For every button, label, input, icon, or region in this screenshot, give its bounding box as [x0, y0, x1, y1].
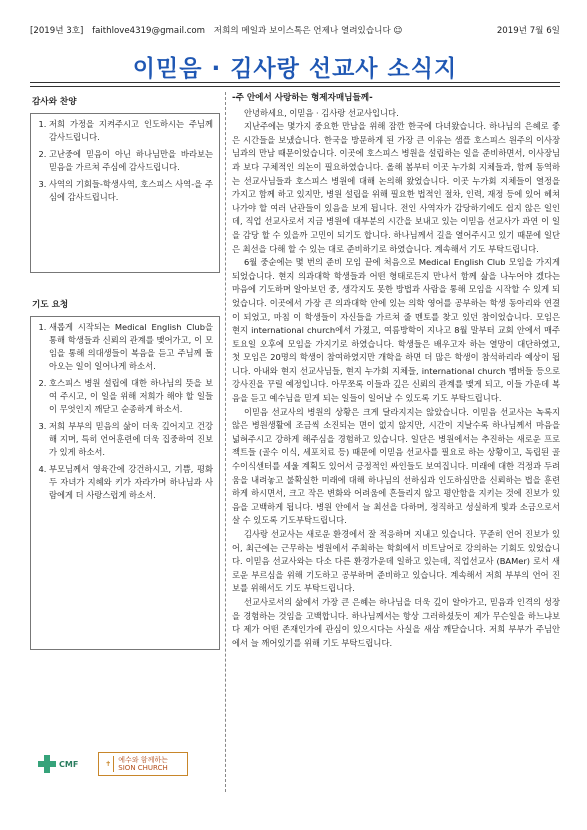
sidebar — [30, 92, 220, 650]
thanks-item: 1. 저희 가정을 지켜주시고 인도하시는 주님께 감사드립니다. — [49, 118, 213, 144]
cmf-logo — [38, 755, 78, 773]
email-address[interactable]: faithlove4319@gmail.com — [92, 26, 206, 36]
column-divider — [225, 92, 226, 792]
prayer-box — [30, 316, 220, 650]
thanks-item: 3. 사역의 기회들-학생사역, 호스피스 사역-을 주심에 감사드립니다. — [49, 178, 213, 204]
thanks-box — [30, 113, 220, 273]
thanks-section-title: 감사와 찬양 — [32, 97, 77, 107]
letter-paragraph: 안녕하세요, 이믿음 · 김사랑 선교사입니다. — [244, 107, 399, 118]
cmf-logo-text: CMF — [59, 759, 79, 769]
letter-paragraph: 지난주에는 몇가지 중요한 만남을 위해 잠깐 한국에 다녀왔습니다. 하나님의 은혜로 좋은 시간들을 보냈습니다. 한국을 방문하게 된 가장 큰 이유는 샘플 호스피스 원주의 이사장님과의 만남 때문이었습니다. 이곳에 호스피스 병원을 설립하는 일을 준비하면서, 이사장님과 보다 구체적인 의논이 필요하였습니다. 올해 봄부터 이곳 누가회 지체들과, 함께 동역하는 선교사님들과 호스피스 병원에 대해 논의해 왔었습니다. 이곳 누가회 지체들이 열정을 가지고 함께 하고 있지만, 병원 설립을 위해 필요한 법적인 절차, 인력, 재정 등에 있어 헤쳐나가야 할 여러 난관들이 있음을 보게 됩니다. 전인 사역자가 감당하기에도 쉽지 않은 일인데, 직업 선교사로서 지금 병원에 대부분의 시간을 보내고 있는 이믿음 선교사가 과연 이 일을 감당 할 수 있을까 고민이 되기도 합니다. 하나님께서 길을 열어주시고 있기 때문에 일단은 최선을 다해 할 수 있는 대로 준비하기로 하였습니다. 계속해서 기도 부탁드립니다. — [232, 121, 560, 254]
letter-paragraph: 6월 중순에는 몇 번의 준비 모임 끝에 처음으로 Medical English Club 모임을 가지게 되었습니다. 현지 의과대학 학생들과 어떤 형태로든지 만나서 함께 삶을 나누어야 겠다는 마음에 기도하며 알아보던 중, 생각지도 못한 방법과 사람을 통해 모임을 시작할 수 있게 되었습니다. 이곳에서 가장 큰 의과대학 안에 있는 의학 영어를 공부하는 학생 동아리와 연결이 되었고, 마침 이 학생들이 자신들을 가르쳐 줄 멘토를 찾고 있던 참이었습니다. 모임은 현지 international church에서 가졌고, 여름방학이 지나고 8월 말부터 교회 안에서 매주 토요일 오후에 모임을 가지기로 하였습니다. 학생들은 배우고자 하는 열망이 대단하였고, 첫 모임은 20명의 학생이 참여하였지만 개학을 하면 더 많은 학생이 참석하리라 예상이 됩니다. 아내와 현지 선교사님들, 현지 누가회 지체들, international church 멤버들 등으로 강사진을 꾸릴 예정입니다. 아무쪼록 이들과 깊은 신뢰의 관계를 맺게 되고, 이들 가운데 복음을 듣고 예수님을 믿게 되는 일들이 일어날 수 있도록 기도 부탁드립니다. — [232, 257, 560, 404]
thanks-item: 2. 고난중에 믿음이 아닌 하나님만을 바라보는 믿음을 가르쳐 주심에 감사드립니다. — [49, 148, 213, 174]
church-cross-icon: ✝ — [103, 756, 114, 772]
logos — [38, 752, 188, 776]
church-logo — [98, 752, 188, 776]
letter-paragraph: 이믿음 선교사의 병원의 상황은 크게 달라지지는 않았습니다. 이믿음 선교사는 녹록지 않은 병원생활에 조금씩 소진되는 면이 없지 않지만, 시간이 지날수록 하나님께서 마음을 넓혀주시고 강하게 해주심을 경험하고 있습니다. 일단은 병원에서는 추진하는 새로운 프로젝트들 (골수 이식, 세포치료 등) 때문에 이믿음 선교사를 필요로 하는 상황이고, 독립된 골수이식센터를 세울 계획도 있어서 긍정적인 싸인들도 보여집니다. 미래에 대한 걱정과 두려움을 내려놓고 불확실한 미래에 대해 하나님의 선하심과 인도하심만을 신뢰하는 법을 훈련하게 하시면서, 크고 작은 변화와 어려움에 흔들리지 않고 평안함을 지키는 것에 진보가 있음을 고백하게 됩니다. 병원 안에서 늘 최선을 다하며, 정직하고 성실하게 빛과 소금으로서 살 수 있도록 기도부탁드립니다. — [232, 406, 560, 526]
header-message: 저희의 메일과 보이스톡은 언제나 열려있습니다 ☺ — [213, 26, 403, 36]
prayer-item: 2. 호스피스 병원 설립에 대한 하나님의 뜻을 보여 주시고, 이 일을 위해 저희가 해야 할 일들이 무엇인지 깨닫고 순종하게 하소서. — [49, 377, 213, 416]
title-rule-thick — [30, 82, 560, 83]
church-logo-subtext: 예수와 함께하는 — [118, 756, 168, 764]
issue-date: 2019년 7월 6일 — [496, 26, 560, 36]
church-logo-name: SION CHURCH — [118, 764, 168, 772]
letter-paragraph: 김사랑 선교사는 새로운 환경에서 잘 적응하며 지내고 있습니다. 꾸준히 언어 진보가 있어, 최근에는 근무하는 병원에서 주최하는 학회에서 비트남어로 강의하는 기회도 있었습니다. 이믿음 선교사와는 다소 다른 환경가운데 일하고 있는데, 직업선교사 (BAMer) 로서 새로운 부르심을 위해 기도하고 공부하며 준비하고 있습니다. 계속해서 저희 부부의 언어 진보를 위해서도 기도 부탁드립니다. — [232, 529, 560, 594]
prayer-item: 3. 저희 부부의 믿음의 삶이 더욱 깊어지고 건강해 지며, 특히 언어훈련에 더욱 집중하여 진보가 있게 하소서. — [49, 420, 213, 459]
cross-icon — [38, 755, 56, 773]
header-left — [30, 24, 408, 36]
letter-heading: -주 안에서 사랑하는 형제자매님들께- — [232, 93, 373, 103]
title-rule-thin — [30, 86, 560, 87]
header-bar — [30, 24, 560, 36]
issue-number: [2019년 3호] — [30, 26, 84, 36]
prayer-item: 1. 새롭게 시작되는 Medical English Club을 통해 학생들과 신뢰의 관계를 맺어가고, 이 모임을 통해 의대생들이 복음을 듣고 주님께 돌아오는 일이 일어나게 하소서. — [49, 321, 213, 373]
newsletter-title: 이믿음 · 김사랑 선교사 소식지 — [132, 56, 458, 82]
prayer-item: 4. 부모님께서 영육간에 강건하시고, 기쁨, 평화 두 자녀가 지혜와 키가 자라가며 하나님과 사람에게 더 사랑스럽게 하소서. — [49, 463, 213, 502]
letter-paragraph: 선교사로서의 삶에서 가장 큰 은혜는 하나님을 더욱 깊이 알아가고, 믿음과 인격의 성장을 경험하는 것임을 고백합니다. 하나님께서는 항상 그러하셨듯이 제가 무슨일을 하느냐보다 제가 어떤 존재인가에 관심이 있으시다는 사실을 새삼 깨닫습니다. 저희 부부가 주님안에서 늘 깨어있기를 위해 기도 부탁드립니다. — [232, 596, 560, 648]
letter-body — [232, 92, 560, 650]
prayer-section-title: 기도 요청 — [32, 300, 69, 310]
